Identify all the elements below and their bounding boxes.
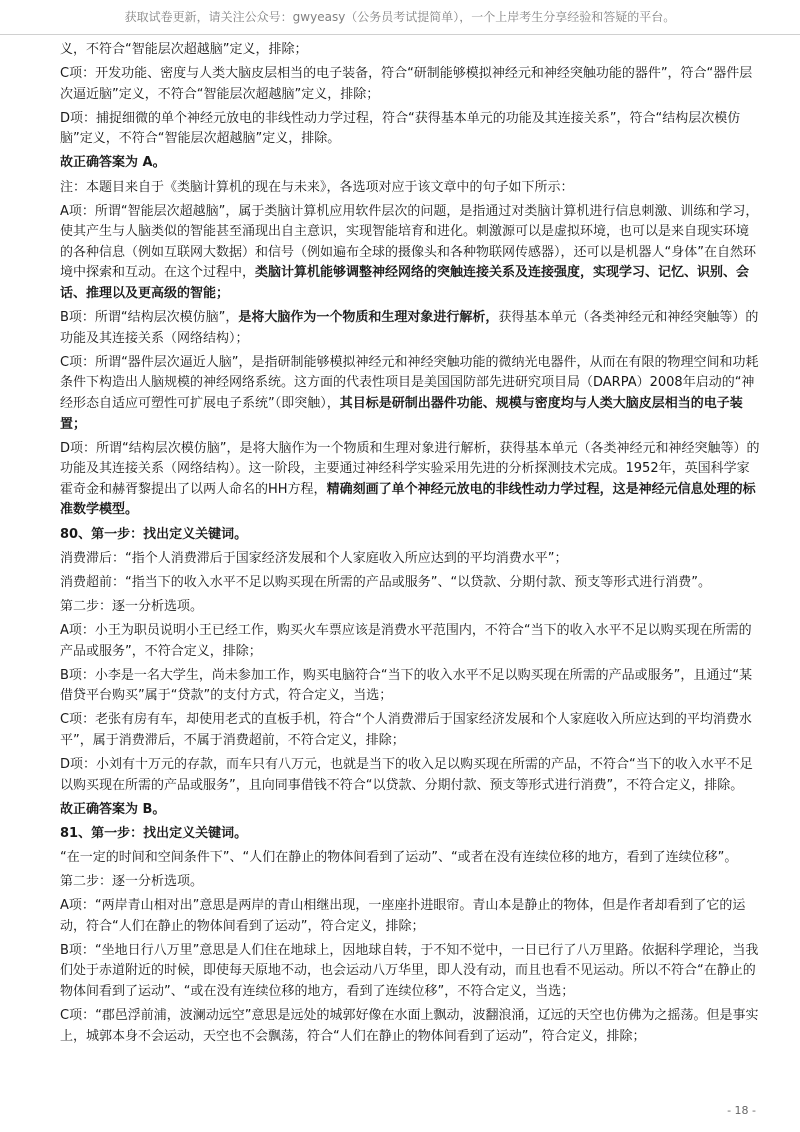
paragraph [60,824,760,845]
bold-text: 精确刻画了单个神经元放电的非线性动力学过程，这是神经元信息处理的标准数学模型。 [60,481,756,518]
bold-text: 故正确答案为 B。 [60,801,166,817]
paragraph-text: C项：老张有房有车，却使用老式的直板手机，符合“个人消费滞后于国家经济发展和个人家庭收入所应达到的平均消费水平”，属于消费滞后，不属于消费超前，不符合定义，排除； [60,712,752,748]
paragraph [60,573,760,594]
paragraph [60,621,760,662]
paragraph-text: D项：所谓“结构层次模仿脑”，是将大脑作为一个物质和生理对象进行解析，获得基本单元（各类神经元和神经突触等）的功能及其连接关系（网络结构）。这一阶段，主要通过神经科学实验采用先进的分析探测技术完成。1952年，英国科学家霍奇金和赫胥黎提出了以两人命名的HH方程， [60,440,760,497]
paragraph-text: 第二步：逐一分析选项。 [60,598,204,614]
paragraph [60,549,760,570]
paragraph-text: B项：“坐地日行八万里”意思是人们住在地球上，因地球自转，于不知不觉中，一日已行了八万里路。依据科学理论，当我们处于赤道附近的时候，即使每天原地不动，也会运动八万华里，即人没有动，而且也看不见运动。所以不符合“在静止的物体间看到了运动”、“或在没有连续位移的地方，看到了连续位移”，不符合定义，当选； [60,942,759,999]
paragraph [60,439,760,521]
paragraph-text: 消费滞后：“指个人消费滞后于国家经济发展和个人家庭收入所应达到的平均消费水平”； [60,550,568,566]
paragraph [60,755,760,796]
paragraph [60,525,760,546]
paragraph-text: C项：开发功能、密度与人类大脑皮层相当的电子装备，符合“研制能够模拟神经元和神经突触功能的器件”，符合“器件层次逼近脑”定义，不符合“智能层次超越脑”定义，排除； [60,66,753,102]
paragraph [60,109,760,150]
paragraph-text: A项：所谓“智能层次超越脑”，属于类脑计算机应用软件层次的问题，是指通过对类脑计算机进行信息刺激、训练和学习，使其产生与人脑类似的智能甚至涌现出自主意识，实现智能培育和进化。刺激源可以是虚拟环境，也可以是来自现实环境的各种信息（例如互联网大数据）和信号（例如遍布全球的摄像头和各种物联网传感器），还可以是机器人“身体”在自然环境中探索和互动。在这个过程中， [60,203,759,281]
paragraph [60,872,760,893]
paragraph [60,153,760,174]
paragraph-text: C项：“郡邑浮前浦，波澜动远空”意思是远处的城郭好像在水面上飘动，波翻浪涌，辽远的天空也仿佛为之摇荡。但是事实上，城郭本身不会运动，天空也不会飘荡，符合“人们在静止的物体间看到了运动”，符合定义，排除； [60,1008,759,1044]
paragraph [60,597,760,618]
paragraph [60,666,760,707]
paragraph-text: C项：所谓“器件层次逼近人脑”，是指研制能够模拟神经元和神经突触功能的微纳光电器件，从而在有限的物理空间和功耗条件下构造出人脑规模的神经网络系统。这方面的代表性项目是美国国防部先进研究项目局（DARPA）2008年启动的“神经形态自适应可塑性可扩展电子系统”（即突触）， [60,354,759,411]
bold-text: 80、第一步：找出定义关键词。 [60,526,248,542]
paragraph [60,308,760,349]
bold-text: 故正确答案为 A。 [60,155,166,171]
paragraph-text: A项：小王为职员说明小王已经工作，购买火车票应该是消费水平范围内，不符合“当下的收入水平不足以购买现在所需的产品或服务”，不符合定义，排除； [60,622,752,659]
paragraph-text: 消费超前：“指当下的收入水平不足以购买现在所需的产品或服务”、“以贷款、分期付款、预支等形式进行消费”。 [60,574,711,590]
paragraph-text: D项：捕捉细微的单个神经元放电的非线性动力学过程，符合“获得基本单元的功能及其连接关系”，符合“结构层次模仿脑”定义，不符合“智能层次超越脑”定义，排除。 [60,110,741,147]
paragraph-text: A项：“两岸青山相对出”意思是两岸的青山相继出现，一座座扑进眼帘。青山本是静止的物体，但是作者却看到了它的运动，符合“人们在静止的物体间看到了运动”，符合定义，排除； [60,898,746,934]
bold-text: 类脑计算机能够调整神经网络的突触连接关系及连接强度，实现学习、记忆、识别、会话、推理以及更高级的智能； [60,265,750,302]
paragraph-text: 获得基本单元（各类神经元和神经突触等）的功能及其连接关系（网络结构）； [60,310,759,346]
paragraph [60,710,760,751]
page-number: - 18 - [727,1104,756,1117]
paragraph [60,1006,760,1047]
paragraph-text: B项：所谓“结构层次模仿脑”， [60,310,239,326]
paragraph [60,64,760,105]
page-header: 获取试卷更新，请关注公众号：gwyeasy（公务员考试提简单），一个上岸考生分享经验和答疑的平台。 [0,0,800,35]
paragraph [60,353,760,435]
paragraph-text: “在一定的时间和空间条件下”、“人们在静止的物体间看到了运动”、“或者在没有连续位移的地方，看到了连续位移”。 [60,849,738,865]
bold-text: 其目标是研制出器件功能、规模与密度均与人类大脑皮层相当的电子装置； [60,396,743,432]
paragraph [60,800,760,821]
paragraph [60,202,760,305]
paragraph [60,178,760,199]
paragraph-text: 第二步：逐一分析选项。 [60,873,204,889]
paragraph [60,941,760,1003]
paragraph [60,40,760,61]
paragraph-text: D项：小刘有十万元的存款，而车只有八万元，也就是当下的收入足以购买现在所需的产品，不符合“当下的收入水平不足以购买现在所需的产品或服务”，且向同事借钱不符合“以贷款、分期付款、预支等形式进行消费”，不符合定义，排除。 [60,757,753,793]
document-body [60,40,760,1051]
bold-text: 是将大脑作为一个物质和生理对象进行解析， [238,310,499,326]
paragraph-text: 义，不符合“智能层次超越脑”定义，排除； [60,42,308,57]
bold-text: 81、第一步：找出定义关键词。 [60,825,248,841]
paragraph [60,848,760,869]
paragraph-text: 注：本题目来自于《类脑计算机的现在与未来》，各选项对应于该文章中的句子如下所示： [60,179,574,195]
paragraph [60,896,760,937]
paragraph-text: B项：小李是一名大学生，尚未参加工作，购买电脑符合“当下的收入水平不足以购买现在所需的产品或服务”，且通过“某借贷平台购买”属于“贷款”的支付方式，符合定义，当选； [60,667,753,704]
